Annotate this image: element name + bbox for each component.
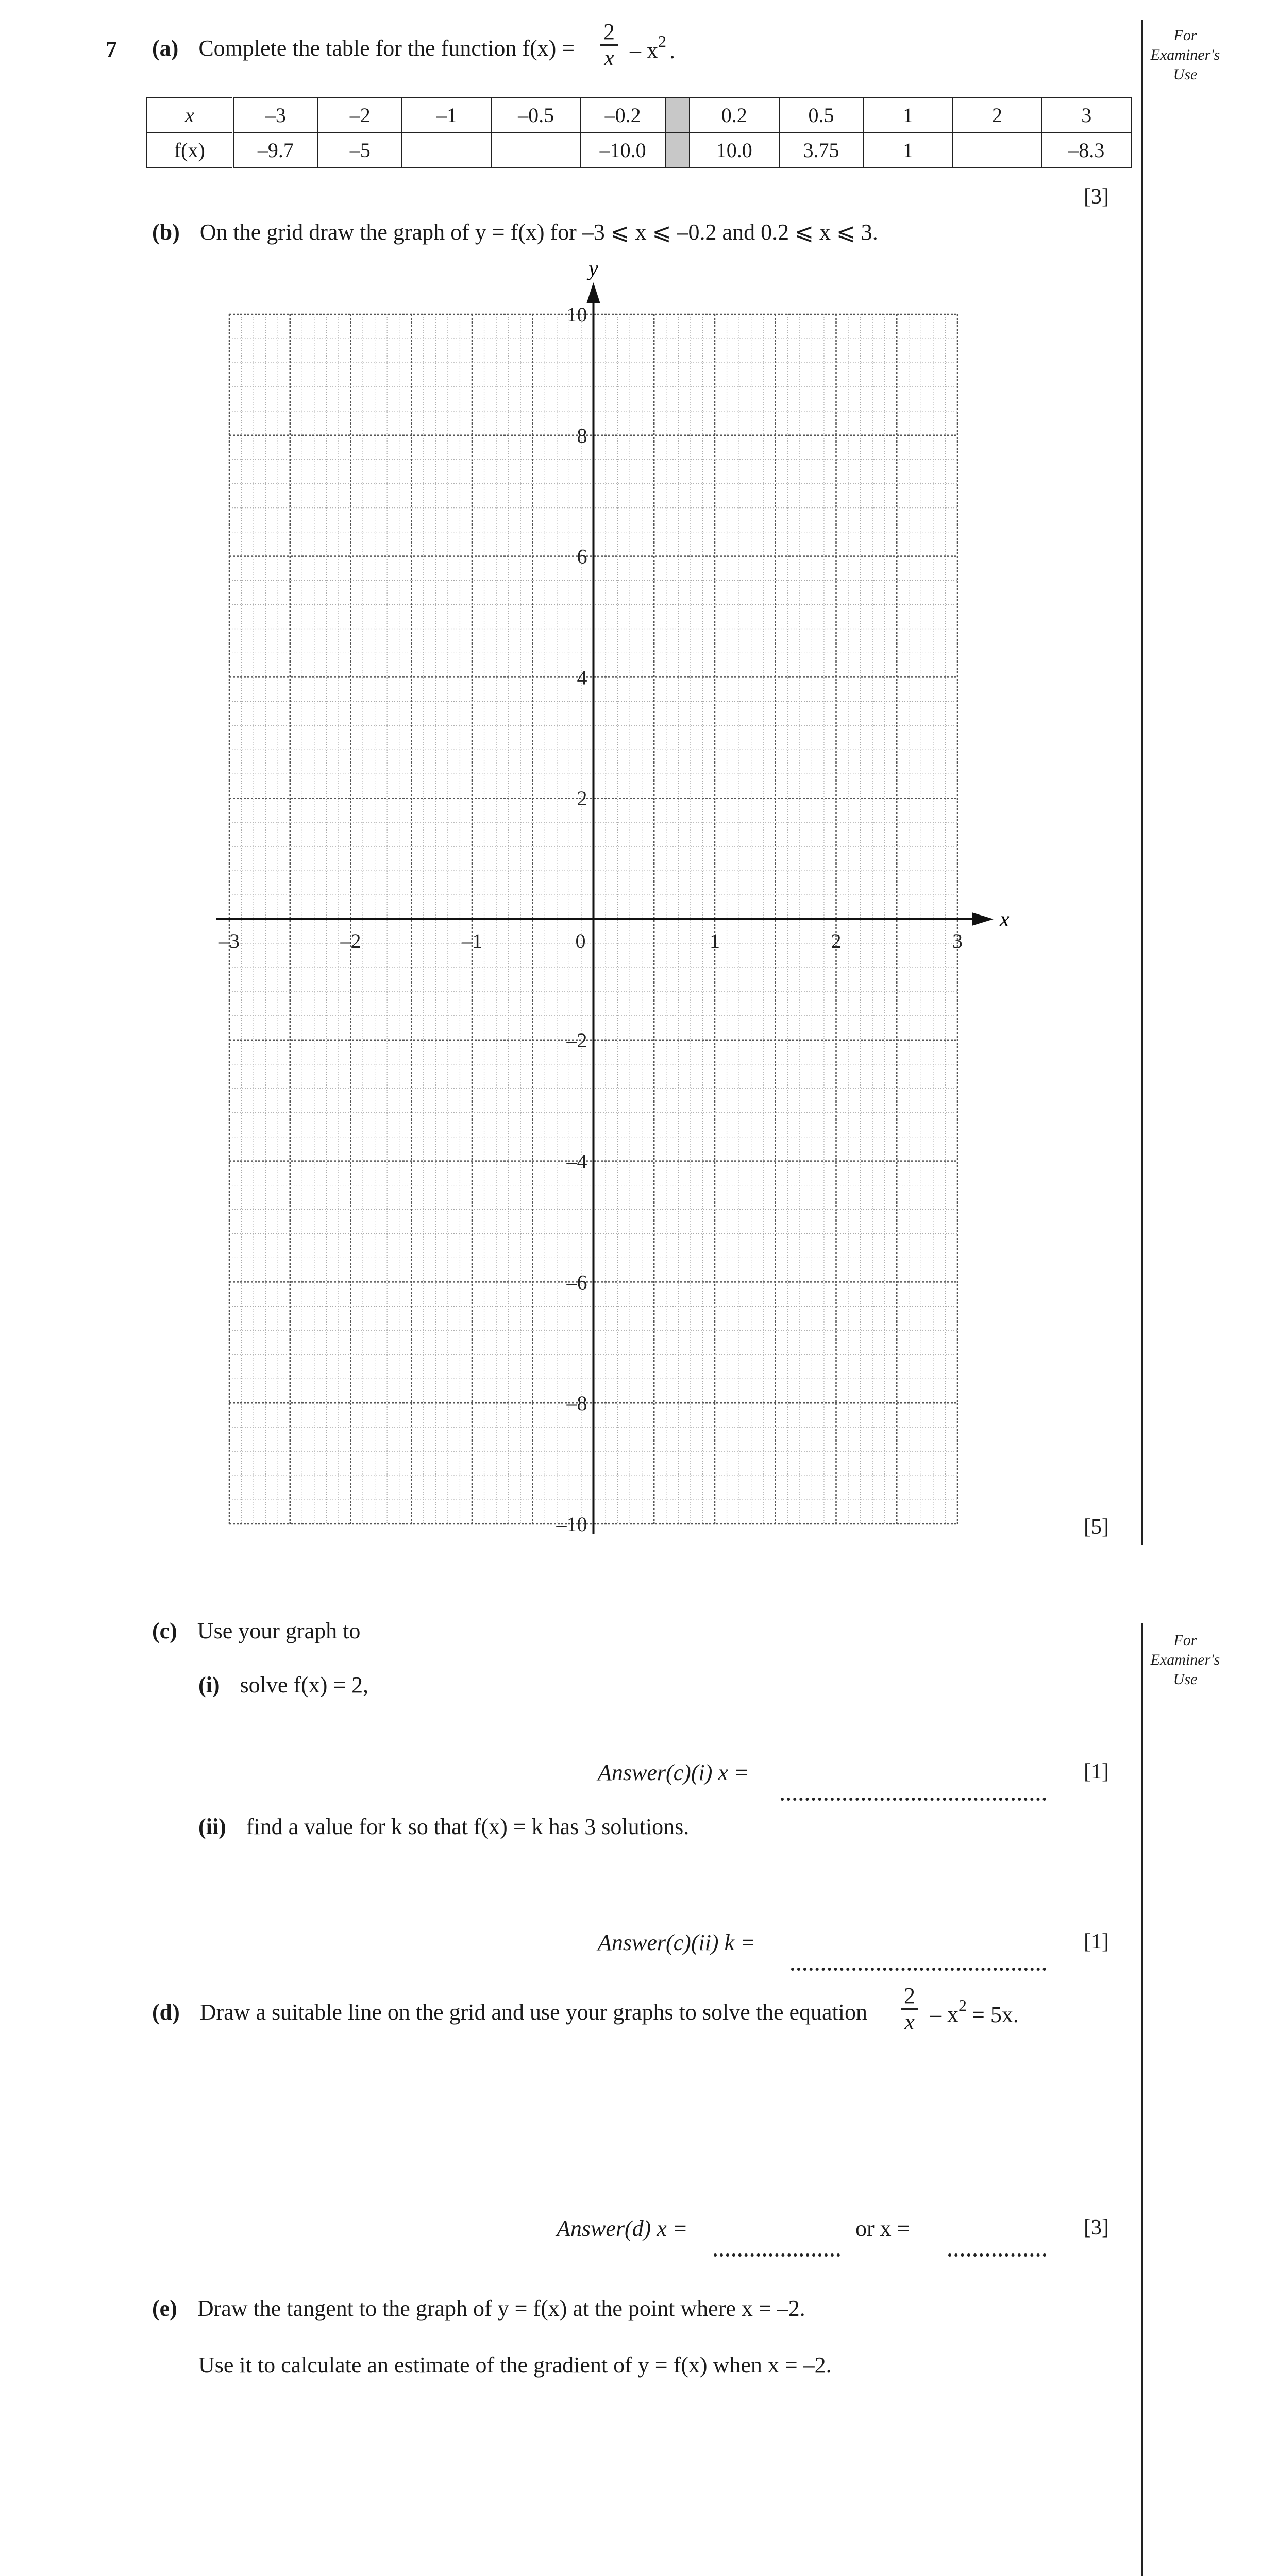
x-tick-label: 3 bbox=[952, 929, 963, 953]
expression-power: 2 bbox=[959, 1996, 967, 2014]
y-axis-label: y bbox=[588, 257, 598, 281]
expression-power: 2 bbox=[658, 32, 666, 50]
part-c-ii-text: find a value for k so that f(x) = k has 3 solutions. bbox=[246, 1814, 690, 1839]
y-tick-label: –6 bbox=[566, 1270, 587, 1294]
part-a-label: (a) bbox=[152, 36, 179, 61]
y-tick-label: 2 bbox=[577, 787, 587, 810]
y-tick-label: 4 bbox=[577, 666, 587, 689]
table-cell: 10.0 bbox=[690, 132, 779, 167]
part-b-text: On the grid draw the graph of y = f(x) for –3 ⩽ x ⩽ –0.2 and 0.2 ⩽ x ⩽ 3. bbox=[199, 219, 878, 245]
table-cell: 1 bbox=[863, 97, 952, 132]
table-header-x: x bbox=[147, 97, 233, 132]
x-axis-arrow bbox=[972, 912, 994, 926]
x-tick-label: –1 bbox=[462, 929, 482, 953]
part-d-line bbox=[152, 1999, 867, 2025]
table-cell: –2 bbox=[318, 97, 402, 132]
table-cell: 1 bbox=[863, 132, 952, 167]
question-number: 7 bbox=[106, 37, 117, 62]
part-e-text-2: Use it to calculate an estimate of the gradient of y = f(x) when x = –2. bbox=[198, 2352, 832, 2378]
x-tick-label: –2 bbox=[340, 929, 361, 953]
answer-d-label: Answer(d) x = bbox=[557, 2216, 688, 2241]
y-axis-arrow bbox=[587, 282, 600, 303]
table-cell: –1 bbox=[402, 97, 491, 132]
expression-minus-x: – x bbox=[630, 38, 658, 63]
y-tick-label: 10 bbox=[566, 303, 587, 326]
table-cell: –3 bbox=[233, 97, 318, 132]
fraction-numerator: 2 bbox=[901, 1984, 918, 2010]
part-c-text: Use your graph to bbox=[197, 1618, 361, 1643]
table-cell: 0.2 bbox=[690, 97, 779, 132]
table-cell: 3 bbox=[1042, 97, 1132, 132]
y-tick-label: –8 bbox=[566, 1392, 587, 1415]
part-d-text: Draw a suitable line on the grid and use your graphs to solve the equation bbox=[199, 1999, 868, 2025]
answer-c-ii-label: Answer(c)(ii) k = bbox=[598, 1930, 755, 1955]
examiner-margin-line-2 bbox=[1141, 1623, 1143, 2576]
y-tick-label: –2 bbox=[566, 1028, 587, 1052]
y-tick-label: –10 bbox=[556, 1513, 587, 1536]
part-c-i-marks: [1] bbox=[1084, 1760, 1109, 1784]
y-tick-label: 8 bbox=[577, 423, 587, 447]
answer-d-field-1[interactable] bbox=[714, 2236, 840, 2262]
table-cell: –0.2 bbox=[581, 97, 665, 132]
x-axis-label: x bbox=[1000, 908, 1010, 931]
fraction-denominator: x bbox=[604, 45, 614, 71]
part-d-fraction bbox=[901, 1984, 918, 2035]
table-cell: –8.3 bbox=[1042, 132, 1132, 167]
answer-d-or: or x = bbox=[855, 2216, 910, 2241]
part-d-expression bbox=[930, 1996, 1019, 2028]
answer-c-i-label: Answer(c)(i) x = bbox=[598, 1760, 749, 1785]
part-a-marks: [3] bbox=[1084, 185, 1109, 209]
table-cell: –10.0 bbox=[581, 132, 665, 167]
examiner-use-label: For Examiner's Use bbox=[1150, 27, 1220, 83]
part-d-label: (d) bbox=[152, 1999, 180, 2025]
part-d-marks: [3] bbox=[1084, 2216, 1109, 2240]
table-header-f: f(x) bbox=[147, 132, 233, 167]
fraction-denominator: x bbox=[904, 2009, 915, 2035]
y-tick-label: 6 bbox=[577, 545, 587, 568]
part-c-label: (c) bbox=[152, 1618, 177, 1643]
part-c-line bbox=[152, 1618, 360, 1644]
part-e-text-1: Draw the tangent to the graph of y = f(x) at the point where x = –2. bbox=[197, 2296, 805, 2321]
part-c-ii-line bbox=[198, 1814, 689, 1840]
part-e-label: (e) bbox=[152, 2296, 177, 2321]
part-c-ii-marks: [1] bbox=[1084, 1930, 1109, 1954]
x-tick-label: –3 bbox=[219, 929, 240, 953]
x-tick-label: 2 bbox=[831, 929, 842, 953]
answer-d-field-2[interactable] bbox=[948, 2236, 1046, 2262]
answer-c-ii-field[interactable] bbox=[791, 1950, 1046, 1976]
part-a-text: Complete the table for the function f(x) = bbox=[198, 36, 575, 61]
answer-c-i-field[interactable] bbox=[781, 1780, 1046, 1806]
expression-end: . bbox=[669, 38, 675, 63]
part-c-i-text: solve f(x) = 2, bbox=[240, 1672, 369, 1698]
table-cell: –5 bbox=[318, 132, 402, 167]
x-tick-label: 0 bbox=[575, 929, 586, 953]
examiner-use-label-2: For Examiner's Use bbox=[1150, 1632, 1220, 1688]
table-cell: –0.5 bbox=[491, 97, 580, 132]
part-b-marks: [5] bbox=[1084, 1515, 1109, 1539]
table-cell: –9.7 bbox=[233, 132, 318, 167]
part-e-line-1 bbox=[152, 2295, 805, 2321]
expression-minus-x: – x bbox=[930, 2002, 959, 2027]
y-tick-label: –4 bbox=[566, 1149, 587, 1173]
x-tick-label: 1 bbox=[710, 929, 720, 953]
fraction-numerator: 2 bbox=[600, 20, 618, 46]
table-cell: 0.5 bbox=[779, 97, 864, 132]
expression-end: = 5x. bbox=[972, 2002, 1019, 2027]
part-c-ii-label: (ii) bbox=[198, 1814, 226, 1839]
table-cell: 3.75 bbox=[779, 132, 864, 167]
part-b-label: (b) bbox=[152, 219, 180, 245]
part-c-i-line bbox=[198, 1672, 368, 1698]
part-c-i-label: (i) bbox=[198, 1672, 220, 1698]
table-cell: 2 bbox=[952, 97, 1041, 132]
